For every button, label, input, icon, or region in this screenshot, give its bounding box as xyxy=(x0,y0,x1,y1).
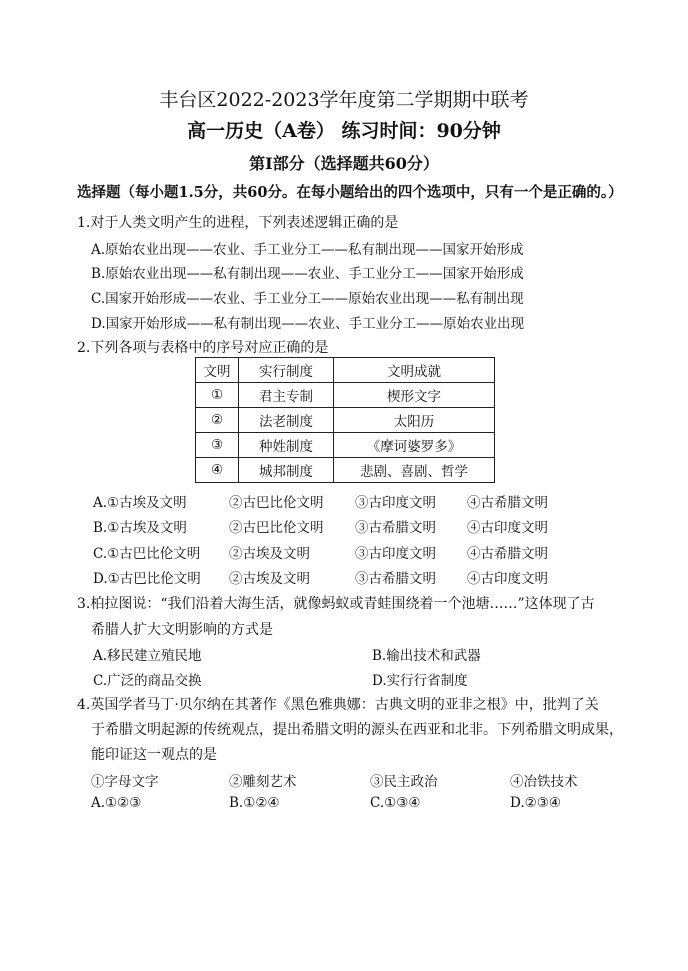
question-2-option-b: B.①古埃及文明 xyxy=(93,520,187,536)
exam-title: 丰台区2022-2023学年度第二学期期中联考 xyxy=(159,89,529,111)
question-1-option-c: C.国家开始形成——农业、手工业分工——原始农业出现——私有制出现 xyxy=(91,291,524,307)
question-2-option-d: ②古埃及文明 xyxy=(229,571,310,587)
question-2-option-b: ②古巴比伦文明 xyxy=(229,520,324,536)
question-4-stem-cont: 于希腊文明起源的传统观点，提出希腊文明的源头在西亚和北非。下列希腊文明成果， xyxy=(91,722,623,738)
table-cell: ② xyxy=(196,408,239,433)
question-3-option-c: C.广泛的商品交换 xyxy=(93,673,202,689)
question-4-option-d: D.②③④ xyxy=(510,795,561,811)
table-row xyxy=(196,458,495,483)
table-row xyxy=(196,408,495,433)
question-2-option-c: ③古印度文明 xyxy=(355,546,436,562)
exam-subtitle: 高一历史（A卷） 练习时间：90分钟 xyxy=(187,120,501,142)
table-cell: 种姓制度 xyxy=(239,433,334,458)
question-4-option-a: A.①②③ xyxy=(91,795,142,811)
question-2-option-a: ③古印度文明 xyxy=(355,495,436,511)
part-heading: 第I部分（选择题共60分） xyxy=(249,154,439,173)
question-4-stem: 4.英国学者马丁·贝尔纳在其著作《黑色雅典娜：古典文明的亚非之根》中，批判了关 xyxy=(77,697,599,713)
question-3-stem: 3.柏拉图说：“我们沿着大海生活，就像蚂蚁或青蛙围绕着一个池塘……”这体现了古 xyxy=(77,596,595,612)
question-2-option-b: ③古希腊文明 xyxy=(355,520,436,536)
question-2-option-a: A.①古埃及文明 xyxy=(93,495,187,511)
question-4-stem-cont: 能印证这一观点的是 xyxy=(91,747,217,763)
table-header: 文明 xyxy=(196,358,239,383)
question-2-option-c: ②古埃及文明 xyxy=(229,546,310,562)
question-2-option-d: ③古希腊文明 xyxy=(355,571,436,587)
table-row xyxy=(196,383,495,408)
question-1-option-d: D.国家开始形成——私有制出现——农业、手工业分工——原始农业出现 xyxy=(91,316,525,332)
question-2-option-c: ④古希腊文明 xyxy=(467,546,548,562)
question-4-item: ④冶铁技术 xyxy=(510,774,578,790)
question-2-option-d: ④古印度文明 xyxy=(467,571,548,587)
question-2-option-d: D.①古巴比伦文明 xyxy=(93,571,201,587)
question-2-option-a: ②古巴比伦文明 xyxy=(229,495,324,511)
table-cell: 楔形文字 xyxy=(334,383,495,408)
table-cell: 君主专制 xyxy=(239,383,334,408)
table-cell: 《摩诃婆罗多》 xyxy=(334,433,495,458)
question-1-option-b: B.原始农业出现——私有制出现——农业、手工业分工——国家开始形成 xyxy=(91,266,524,282)
table-cell: 法老制度 xyxy=(239,408,334,433)
question-4-item: ③民主政治 xyxy=(370,774,438,790)
question-2-option-b: ④古印度文明 xyxy=(467,520,548,536)
question-4-item: ②雕刻艺术 xyxy=(229,774,297,790)
question-2-option-a: ④古希腊文明 xyxy=(467,495,548,511)
table-cell: ③ xyxy=(196,433,239,458)
question-2-stem: 2.下列各项与表格中的序号对应正确的是 xyxy=(77,340,329,356)
question-3-option-b: B.输出技术和武器 xyxy=(372,648,481,664)
question-4-option-b: B.①②④ xyxy=(229,795,280,811)
table-row xyxy=(196,433,495,458)
table-cell: ① xyxy=(196,383,239,408)
table-cell: 太阳历 xyxy=(334,408,495,433)
question-2-option-c: C.①古巴比伦文明 xyxy=(93,546,201,562)
question-3-option-a: A.移民建立殖民地 xyxy=(93,648,202,664)
question-1-stem: 1.对于人类文明产生的进程，下列表述逻辑正确的是 xyxy=(77,215,399,231)
question-3-option-d: D.实行行省制度 xyxy=(372,673,468,689)
question-1-option-a: A.原始农业出现——农业、手工业分工——私有制出现——国家开始形成 xyxy=(91,242,524,258)
question-3-stem-cont: 希腊人扩大文明影响的方式是 xyxy=(91,622,273,638)
table-header: 实行制度 xyxy=(239,358,334,383)
civilization-table xyxy=(195,357,495,483)
section-instruction: 选择题（每小题1.5分，共60分。在每小题给出的四个选项中，只有一个是正确的。） xyxy=(77,184,623,201)
table-header: 文明成就 xyxy=(334,358,495,383)
question-4-option-c: C.①③④ xyxy=(370,795,421,811)
table-cell: 城邦制度 xyxy=(239,458,334,483)
table-cell: ④ xyxy=(196,458,239,483)
table-cell: 悲剧、喜剧、哲学 xyxy=(334,458,495,483)
question-4-item: ①字母文字 xyxy=(91,774,159,790)
table-header-row xyxy=(196,358,495,383)
